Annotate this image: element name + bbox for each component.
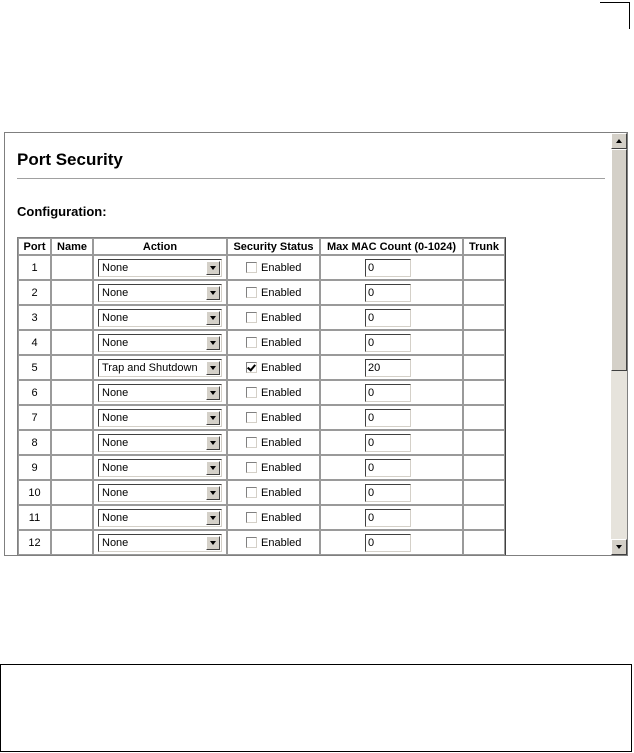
port-number: 8 <box>18 430 51 455</box>
table-row <box>18 405 505 430</box>
table-header-row <box>18 238 505 255</box>
enabled-label: Enabled <box>261 436 302 449</box>
header-action: Action <box>93 238 227 255</box>
trunk-cell <box>463 455 505 480</box>
action-cell <box>93 355 227 380</box>
max-mac-count-cell <box>320 255 463 280</box>
action-select-value: None <box>102 311 129 324</box>
table-row <box>18 280 505 305</box>
enabled-label: Enabled <box>261 261 302 274</box>
port-number: 4 <box>18 330 51 355</box>
port-name <box>51 405 93 430</box>
security-status-cell <box>227 280 320 305</box>
header-security-status: Security Status <box>227 238 320 255</box>
chevron-down-icon[interactable] <box>206 436 220 450</box>
max-mac-count-input[interactable] <box>365 509 411 527</box>
port-name <box>51 280 93 305</box>
arrow-down-icon[interactable] <box>611 539 627 555</box>
port-number: 7 <box>18 405 51 430</box>
trunk-cell <box>463 355 505 380</box>
trunk-cell <box>463 380 505 405</box>
trunk-cell <box>463 505 505 530</box>
action-cell <box>93 430 227 455</box>
action-select[interactable] <box>98 484 222 502</box>
port-name <box>51 305 93 330</box>
action-cell <box>93 280 227 305</box>
trunk-cell <box>463 305 505 330</box>
chevron-down-icon[interactable] <box>206 286 220 300</box>
security-status-cell <box>227 330 320 355</box>
port-name <box>51 505 93 530</box>
table-row <box>18 505 505 530</box>
action-select-value: None <box>102 486 129 499</box>
port-name <box>51 380 93 405</box>
chevron-down-icon[interactable] <box>206 361 220 375</box>
max-mac-count-input[interactable] <box>365 334 411 352</box>
page-viewport <box>5 133 611 555</box>
table-row <box>18 305 505 330</box>
action-select-value: None <box>102 386 129 399</box>
action-cell <box>93 380 227 405</box>
page-title: Port Security <box>17 150 123 169</box>
max-mac-count-input[interactable] <box>365 309 411 327</box>
security-status-cell <box>227 355 320 380</box>
port-number: 1 <box>18 255 51 280</box>
port-name <box>51 480 93 505</box>
enabled-label: Enabled <box>261 286 302 299</box>
action-select-value: None <box>102 436 129 449</box>
scroll-thumb[interactable] <box>611 149 627 371</box>
max-mac-count-input[interactable] <box>365 484 411 502</box>
chevron-down-icon[interactable] <box>206 336 220 350</box>
port-name <box>51 430 93 455</box>
security-status-cell <box>227 380 320 405</box>
trunk-cell <box>463 405 505 430</box>
security-status-cell <box>227 255 320 280</box>
header-port: Port <box>18 238 51 255</box>
max-mac-count-input[interactable] <box>365 434 411 452</box>
enabled-label: Enabled <box>261 486 302 499</box>
action-cell <box>93 330 227 355</box>
port-number: 2 <box>18 280 51 305</box>
port-number: 5 <box>18 355 51 380</box>
trunk-cell <box>463 430 505 455</box>
action-select[interactable] <box>98 334 222 352</box>
max-mac-count-input[interactable] <box>365 384 411 402</box>
chevron-down-icon[interactable] <box>206 411 220 425</box>
table-row <box>18 430 505 455</box>
header-name: Name <box>51 238 93 255</box>
enabled-label: Enabled <box>261 536 302 549</box>
action-select[interactable] <box>98 509 222 527</box>
max-mac-count-input[interactable] <box>365 259 411 277</box>
action-select[interactable] <box>98 434 222 452</box>
security-enabled-checkbox[interactable] <box>246 512 257 523</box>
max-mac-count-cell <box>320 355 463 380</box>
port-name <box>51 530 93 555</box>
security-status-cell <box>227 530 320 555</box>
max-mac-count-input[interactable] <box>365 534 411 552</box>
action-cell <box>93 305 227 330</box>
action-select[interactable] <box>98 309 222 327</box>
port-number: 12 <box>18 530 51 555</box>
trunk-cell <box>463 530 505 555</box>
action-cell <box>93 405 227 430</box>
trunk-cell <box>463 280 505 305</box>
port-name <box>51 330 93 355</box>
security-enabled-checkbox[interactable] <box>246 412 257 423</box>
table-row <box>18 380 505 405</box>
security-status-cell <box>227 455 320 480</box>
action-select-value: None <box>102 536 129 549</box>
table-body <box>18 255 505 555</box>
action-select-value: None <box>102 286 129 299</box>
action-select-value: Trap and Shutdown <box>102 361 198 374</box>
max-mac-count-cell <box>320 505 463 530</box>
browser-frame <box>4 132 628 556</box>
corner-mark-horizontal <box>600 2 630 3</box>
max-mac-count-input[interactable] <box>365 284 411 302</box>
enabled-label: Enabled <box>261 361 302 374</box>
security-enabled-checkbox[interactable] <box>246 312 257 323</box>
port-number: 11 <box>18 505 51 530</box>
enabled-label: Enabled <box>261 311 302 324</box>
table-row <box>18 530 505 555</box>
enabled-label: Enabled <box>261 511 302 524</box>
chevron-down-icon[interactable] <box>206 461 220 475</box>
chevron-down-icon[interactable] <box>206 386 220 400</box>
chevron-down-icon[interactable] <box>206 311 220 325</box>
security-enabled-checkbox[interactable] <box>246 337 257 348</box>
security-enabled-checkbox[interactable] <box>246 537 257 548</box>
chevron-down-icon[interactable] <box>206 511 220 525</box>
table-row <box>18 480 505 505</box>
header-trunk: Trunk <box>463 238 505 255</box>
max-mac-count-cell <box>320 455 463 480</box>
vertical-scrollbar[interactable] <box>611 133 627 555</box>
port-name <box>51 355 93 380</box>
action-cell <box>93 480 227 505</box>
port-security-table <box>17 237 506 555</box>
action-select[interactable] <box>98 384 222 402</box>
enabled-label: Enabled <box>261 386 302 399</box>
trunk-cell <box>463 330 505 355</box>
action-cell <box>93 530 227 555</box>
page-corner-mark <box>600 2 632 30</box>
security-status-cell <box>227 405 320 430</box>
action-cell <box>93 505 227 530</box>
chevron-down-icon[interactable] <box>206 536 220 550</box>
table-row <box>18 330 505 355</box>
enabled-label: Enabled <box>261 461 302 474</box>
action-select-value: None <box>102 411 129 424</box>
security-enabled-checkbox[interactable] <box>246 387 257 398</box>
action-cell <box>93 255 227 280</box>
table-row <box>18 455 505 480</box>
action-select-value: None <box>102 261 129 274</box>
section-heading: Configuration: <box>17 204 107 219</box>
bottom-panel <box>0 664 632 752</box>
chevron-down-icon[interactable] <box>206 261 220 275</box>
action-select[interactable] <box>98 534 222 552</box>
action-select[interactable] <box>98 409 222 427</box>
title-divider <box>17 178 605 179</box>
security-enabled-checkbox[interactable] <box>246 437 257 448</box>
max-mac-count-cell <box>320 380 463 405</box>
max-mac-count-cell <box>320 430 463 455</box>
port-number: 6 <box>18 380 51 405</box>
trunk-cell <box>463 255 505 280</box>
chevron-down-icon[interactable] <box>206 486 220 500</box>
port-number: 3 <box>18 305 51 330</box>
max-mac-count-input[interactable] <box>365 409 411 427</box>
max-mac-count-input[interactable] <box>365 359 411 377</box>
table-row <box>18 355 505 380</box>
action-select[interactable] <box>98 459 222 477</box>
table-row <box>18 255 505 280</box>
enabled-label: Enabled <box>261 336 302 349</box>
max-mac-count-cell <box>320 480 463 505</box>
security-status-cell <box>227 480 320 505</box>
security-status-cell <box>227 505 320 530</box>
security-enabled-checkbox[interactable] <box>246 487 257 498</box>
corner-mark-vertical <box>629 2 630 29</box>
action-select[interactable] <box>98 359 222 377</box>
security-enabled-checkbox[interactable] <box>246 362 257 373</box>
action-select[interactable] <box>98 284 222 302</box>
port-name <box>51 255 93 280</box>
security-enabled-checkbox[interactable] <box>246 287 257 298</box>
max-mac-count-cell <box>320 330 463 355</box>
max-mac-count-cell <box>320 530 463 555</box>
port-number: 10 <box>18 480 51 505</box>
security-status-cell <box>227 305 320 330</box>
action-select[interactable] <box>98 259 222 277</box>
max-mac-count-cell <box>320 405 463 430</box>
max-mac-count-cell <box>320 280 463 305</box>
action-select-value: None <box>102 511 129 524</box>
port-name <box>51 455 93 480</box>
action-cell <box>93 455 227 480</box>
security-enabled-checkbox[interactable] <box>246 462 257 473</box>
enabled-label: Enabled <box>261 411 302 424</box>
security-enabled-checkbox[interactable] <box>246 262 257 273</box>
security-status-cell <box>227 430 320 455</box>
max-mac-count-cell <box>320 305 463 330</box>
action-select-value: None <box>102 336 129 349</box>
header-max-mac-count: Max MAC Count (0-1024) <box>320 238 463 255</box>
arrow-up-icon[interactable] <box>611 133 627 149</box>
trunk-cell <box>463 480 505 505</box>
action-select-value: None <box>102 461 129 474</box>
port-number: 9 <box>18 455 51 480</box>
max-mac-count-input[interactable] <box>365 459 411 477</box>
